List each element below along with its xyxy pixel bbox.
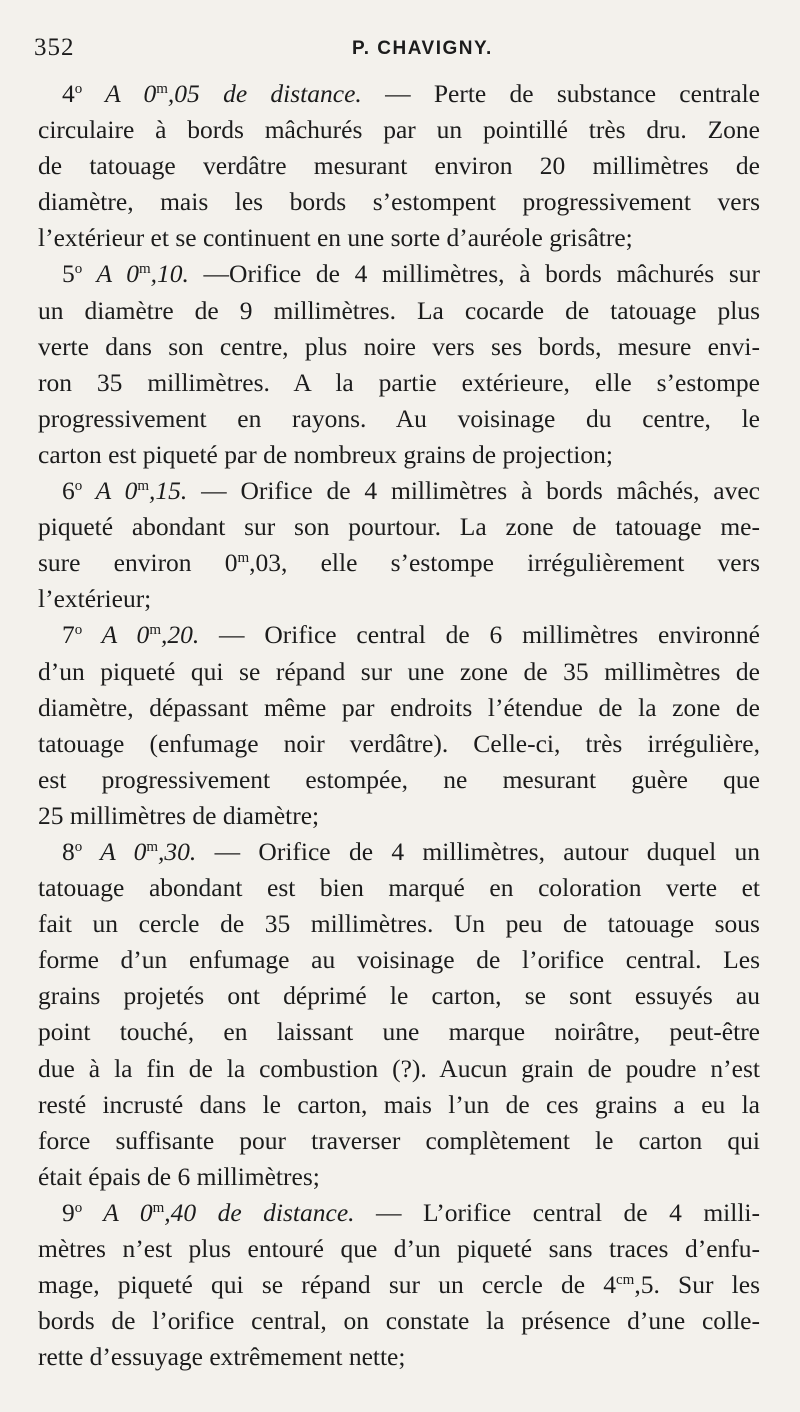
text-segment: grains projetés ont déprimé le carton, se sont essuyés au — [38, 981, 760, 1011]
text-line — [38, 1051, 760, 1087]
text-segment: —Orifice de 4 millimètres, à bords mâchurés sur — [188, 259, 760, 289]
superscript: o — [74, 81, 83, 97]
text-segment: 9 — [62, 1197, 75, 1227]
italic-text: A 0 — [82, 79, 157, 108]
superscript: o — [74, 1199, 83, 1216]
text-line — [38, 798, 760, 834]
text-segment: — L’orifice central de 4 milli- — [354, 1197, 760, 1227]
italic-text: ,40 de distance. — [164, 1197, 355, 1227]
text-segment: due à la fin de la combustion (?). Aucun grain de poudre n’est — [38, 1053, 760, 1083]
text-segment: — Orifice de 4 millimètres, autour duquel un — [196, 836, 760, 866]
text-segment: de tatouage verdâtre mesurant environ 20 millimètres de — [38, 151, 760, 181]
italic-text: A 0 — [82, 836, 147, 866]
body-text — [38, 76, 760, 1375]
text-segment: d’un piqueté qui se répand sur une zone de 35 millimètres de — [38, 656, 760, 686]
text-segment: rette d’essuyage extrêmement nette; — [38, 1342, 406, 1372]
text-segment: tatouage (enfumage noir verdâtre). Celle-ci, très irrégulière, — [38, 728, 760, 758]
italic-text: A 0 — [82, 259, 139, 289]
text-segment: diamètre, dépassant même par endroits l’étendue de la zone de — [38, 692, 760, 722]
superscript: m — [137, 478, 150, 495]
superscript: m — [156, 81, 168, 97]
text-segment: ,03, elle s’estompe irrégulièrement vers — [249, 548, 760, 578]
text-segment: diamètre, mais les bords s’estompent progressivement vers — [38, 187, 760, 217]
page-header — [34, 34, 760, 68]
text-line — [38, 834, 760, 870]
text-segment: 7 — [62, 620, 75, 650]
text-line — [38, 545, 760, 581]
text-segment: resté incrusté dans le carton, mais l’un de ces grains a eu la — [38, 1089, 760, 1119]
italic-text: ,20. — [160, 620, 200, 650]
text-segment: bords de l’orifice central, on constate la présence d’une colle- — [38, 1306, 760, 1336]
text-line — [38, 365, 760, 401]
text-segment: ,5. Sur les — [634, 1270, 760, 1300]
superscript: cm — [616, 1272, 635, 1289]
superscript: m — [146, 838, 158, 855]
text-line — [38, 184, 760, 220]
italic-text: A 0 — [82, 1197, 153, 1227]
text-line — [38, 617, 760, 653]
italic-text: ,10. — [150, 259, 189, 289]
text-segment: mage, piqueté qui se répand sur un cercle de 4 — [38, 1270, 617, 1300]
text-line — [38, 762, 760, 798]
text-line — [38, 148, 760, 184]
text-line — [38, 690, 760, 726]
text-segment: force suffisante pour traverser complètement le carton qui — [38, 1125, 760, 1155]
text-line — [38, 1087, 760, 1123]
italic-text: ,15. — [149, 476, 188, 506]
text-line — [38, 654, 760, 690]
text-line — [38, 329, 760, 365]
text-line — [38, 437, 760, 473]
running-head: P. CHAVIGNY. — [352, 38, 493, 59]
text-segment: circulaire à bords mâchurés par un pointillé très dru. Zone — [38, 115, 760, 145]
superscript: m — [138, 261, 151, 278]
text-segment: fait un cercle de 35 millimètres. Un peu de tatouage sous — [38, 909, 760, 939]
text-line — [38, 1267, 760, 1303]
superscript: m — [152, 1199, 165, 1216]
text-line — [38, 581, 760, 617]
text-line — [38, 256, 760, 292]
text-line — [38, 1159, 760, 1195]
text-segment: point touché, en laissant une marque noirâtre, peut-être — [38, 1017, 760, 1047]
text-line — [38, 473, 760, 509]
text-line — [38, 76, 760, 112]
page-number: 352 — [34, 34, 75, 61]
text-segment: 8 — [62, 836, 75, 866]
text-line — [38, 906, 760, 942]
text-line — [38, 978, 760, 1014]
text-segment: sure environ 0 — [38, 548, 238, 578]
superscript: o — [74, 622, 83, 639]
text-segment: 25 millimètres de diamètre; — [38, 800, 320, 830]
text-line — [38, 1123, 760, 1159]
text-line — [38, 1195, 760, 1231]
text-line — [38, 293, 760, 329]
text-segment: mètres n’est plus entouré que d’un piqueté sans traces d’enfu- — [38, 1234, 760, 1263]
text-segment: piqueté abondant sur son pourtour. La zone de tatouage me- — [38, 512, 760, 542]
text-line — [38, 1303, 760, 1339]
text-line — [38, 1231, 760, 1267]
text-segment: progressivement en rayons. Au voisinage du centre, le — [38, 403, 760, 433]
text-segment: ron 35 millimètres. A la partie extérieure, elle s’estompe — [38, 367, 760, 397]
italic-text: A 0 — [82, 476, 138, 506]
text-segment: forme d’un enfumage au voisinage de l’orifice central. Les — [38, 945, 760, 975]
superscript: m — [149, 622, 161, 639]
text-line — [38, 726, 760, 762]
text-segment: est progressivement estompée, ne mesurant guère que — [38, 764, 760, 794]
text-segment: carton est piqueté par de nombreux grains de projection; — [38, 439, 613, 469]
text-line — [38, 942, 760, 978]
superscript: o — [74, 838, 83, 855]
text-segment: 6 — [62, 476, 75, 506]
text-line — [38, 1014, 760, 1050]
italic-text: A 0 — [82, 620, 150, 650]
superscript: o — [74, 478, 83, 495]
superscript: m — [237, 550, 250, 567]
text-segment: tatouage abondant est bien marqué en coloration verte et — [38, 873, 760, 903]
text-segment: 4 — [62, 79, 75, 108]
text-line — [38, 1339, 760, 1375]
text-line — [38, 401, 760, 437]
text-line — [38, 870, 760, 906]
text-segment: — Orifice central de 6 millimètres environné — [199, 620, 760, 650]
text-segment: un diamètre de 9 millimètres. La cocarde de tatouage plus — [38, 295, 760, 325]
text-line — [38, 220, 760, 256]
italic-text: ,30. — [158, 836, 197, 866]
text-segment: l’extérieur et se continuent en une sorte d’auréole grisâtre; — [38, 223, 633, 253]
text-line — [38, 112, 760, 148]
text-segment: — Orifice de 4 millimètres à bords mâchés, avec — [187, 476, 760, 506]
text-line — [38, 509, 760, 545]
italic-text: ,05 de distance. — [167, 79, 362, 108]
text-segment: — Perte de substance centrale — [361, 79, 760, 108]
text-segment: était épais de 6 millimètres; — [38, 1161, 320, 1191]
text-segment: 5 — [62, 259, 75, 289]
text-segment: l’extérieur; — [38, 584, 152, 614]
text-segment: verte dans son centre, plus noire vers ses bords, mesure envi- — [38, 331, 760, 361]
superscript: o — [74, 261, 83, 278]
